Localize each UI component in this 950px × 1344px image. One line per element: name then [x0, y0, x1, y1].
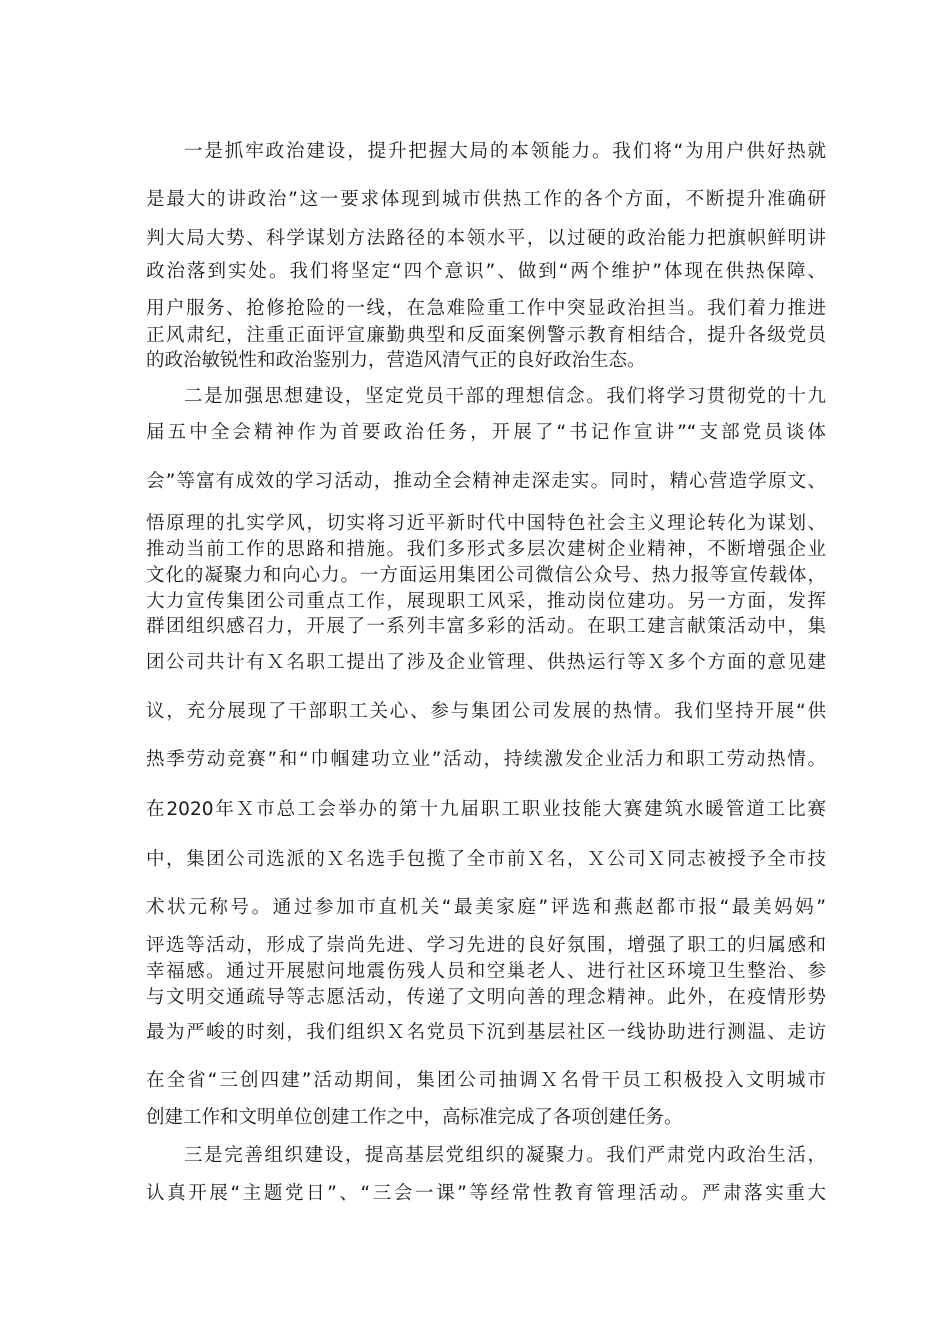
paragraph-line: 最为严峻的时刻，我们组织Ｘ名党员下沉到基层社区一线协助进行测温、走访 — [146, 1022, 826, 1043]
paragraph-line: 用户服务、抢修抢险的一线，在急难险重工作中突显政治担当。我们着力推进 — [146, 298, 826, 319]
paragraph-line: 会”等富有成效的学习活动，推动全会精神走深走实。同时，精心营造学原文、 — [146, 471, 826, 492]
paragraph-line: 认真开展“主题党日”、“三会一课”等经常性教育管理活动。严肃落实重大 — [146, 1183, 826, 1204]
paragraph-line: 推动当前工作的思路和措施。我们多形式多层次建树企业精神，不断增强企业 — [146, 539, 826, 560]
paragraph-line: 在全省“三创四建”活动期间，集团公司抽调Ｘ名骨干员工积极投入文明城市 — [146, 1070, 826, 1091]
paragraph-line: 三是完善组织建设，提高基层党组织的凝聚力。我们严肃党内政治生活， — [184, 1145, 826, 1166]
paragraph-line: 幸福感。通过开展慰问地震伤残人员和空巢老人、进行社区环境卫生整治、参 — [146, 961, 826, 982]
paragraph-line: 是最大的讲政治”这一要求体现到城市供热工作的各个方面，不断提升准确研 — [146, 189, 826, 210]
paragraph-line: 届五中全会精神作为首要政治任务，开展了“书记作宣讲”“支部党员谈体 — [146, 422, 826, 443]
paragraph-line: 一是抓牢政治建设，提升把握大局的本领能力。我们将“为用户供好热就 — [184, 141, 826, 162]
paragraph-line: 大力宣传集团公司重点工作，展现职工风采，推动岗位建功。另一方面，发挥 — [146, 591, 826, 612]
paragraph-line: 文化的凝聚力和向心力。一方面运用集团公司微信公众号、热力报等宣传载体， — [146, 565, 826, 586]
paragraph-line: 判大局大势、科学谋划方法路径的本领水平，以过硬的政治能力把旗帜鲜明讲 — [146, 228, 826, 249]
paragraph-line: 在2020年Ｘ市总工会举办的第十九届职工职业技能大赛建筑水暖管道工比赛 — [146, 799, 826, 820]
paragraph-line: 二是加强思想建设，坚定党员干部的理想信念。我们将学习贯彻党的十九 — [184, 386, 826, 407]
paragraph-line: 议，充分展现了干部职工关心、参与集团公司发展的热情。我们坚持开展“供 — [146, 701, 826, 722]
paragraph-line: 的政治敏锐性和政治鉴别力，营造风清气正的良好政治生态。 — [146, 350, 646, 371]
paragraph-line: 悟原理的扎实学风，切实将习近平新时代中国特色社会主义理论转化为谋划、 — [146, 513, 826, 534]
paragraph-line: 热季劳动竞赛”和“巾帼建功立业”活动，持续激发企业活力和职工劳动热情。 — [146, 749, 826, 770]
paragraph-line: 与文明交通疏导等志愿活动，传递了文明向善的理念精神。此外，在疫情形势 — [146, 987, 826, 1008]
paragraph-line: 评选等活动，形成了崇尚先进、学习先进的良好氛围，增强了职工的归属感和 — [146, 935, 826, 956]
paragraph-line: 政治落到实处。我们将坚定“四个意识”、做到“两个维护”体现在供热保障、 — [146, 261, 826, 282]
paragraph-line: 群团组织感召力，开展了一系列丰富多彩的活动。在职工建言献策活动中，集 — [146, 616, 826, 637]
paragraph-line: 术状元称号。通过参加市直机关“最美家庭”评选和燕赵都市报“最美妈妈” — [146, 897, 826, 918]
paragraph-line: 创建工作和文明单位创建工作之中，高标准完成了各项创建任务。 — [146, 1107, 683, 1128]
paragraph-line: 正风肃纪，注重正面评宣廉勤典型和反面案例警示教育相结合，提升各级党员 — [146, 325, 826, 346]
paragraph-line: 团公司共计有Ｘ名职工提出了涉及企业管理、供热运行等Ｘ多个方面的意见建 — [146, 652, 826, 673]
paragraph-line: 中，集团公司选派的Ｘ名选手包揽了全市前Ｘ名，Ｘ公司Ｘ同志被授予全市技 — [146, 849, 826, 870]
